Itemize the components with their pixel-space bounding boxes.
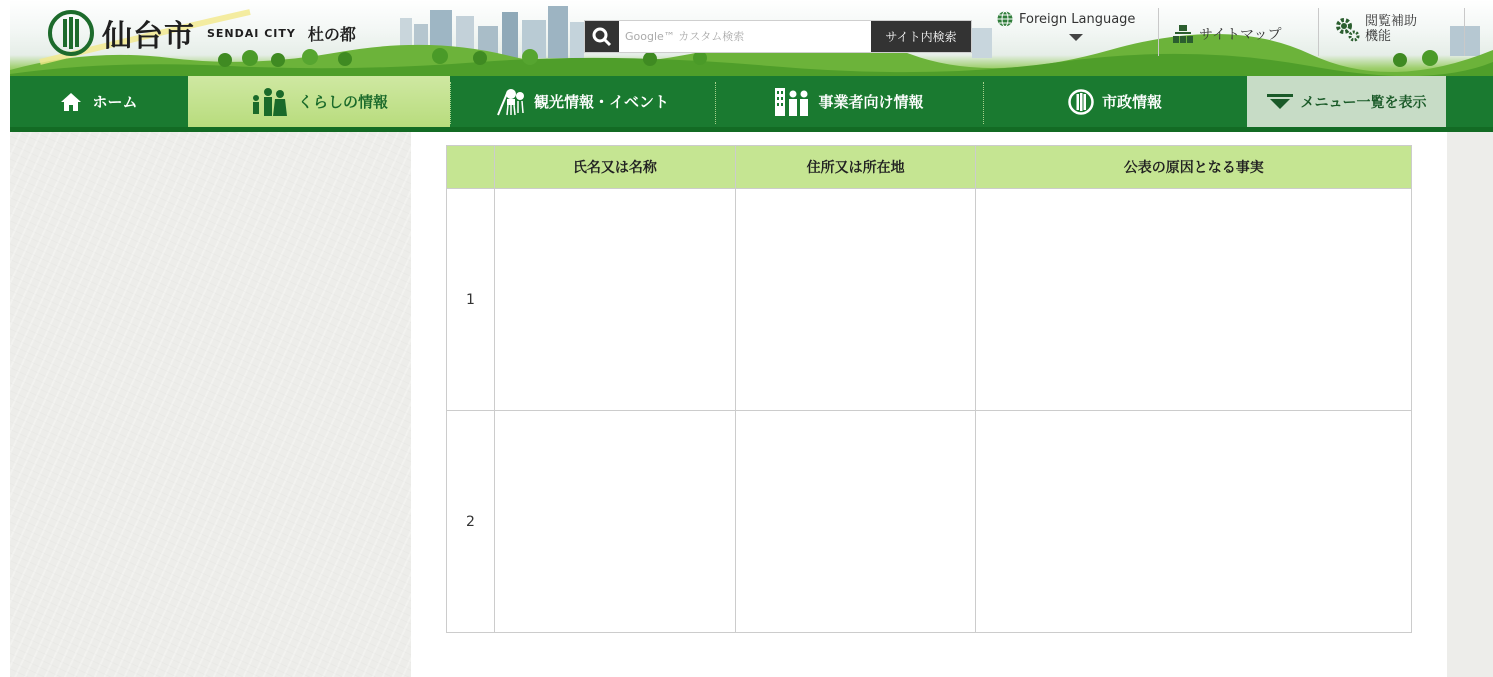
accessibility-label-line2: 機能 xyxy=(1365,29,1392,44)
chevron-down-icon xyxy=(1069,34,1083,41)
column-header-address: 住所又は所在地 xyxy=(735,146,976,189)
home-icon xyxy=(60,92,82,112)
nav-menu-label: メニュー一覧を表示 xyxy=(1300,94,1427,111)
festival-icon xyxy=(496,87,526,117)
sendai-emblem-icon xyxy=(48,10,94,56)
search-icon xyxy=(585,21,619,52)
header-divider xyxy=(1158,8,1159,56)
logo-kanji: 仙台市 xyxy=(102,19,195,54)
accessibility-tools-link[interactable] xyxy=(1334,14,1417,44)
search-input[interactable] xyxy=(619,21,871,52)
nav-kurashi-label: くらしの情報 xyxy=(297,93,388,111)
row-number: 1 xyxy=(447,189,495,411)
nav-kanko[interactable] xyxy=(450,76,715,127)
foreign-language-label: Foreign Language xyxy=(1019,11,1136,27)
cell-address xyxy=(735,189,976,411)
cell-fact xyxy=(976,189,1412,411)
disclosure-table xyxy=(446,145,1412,633)
nav-menu-list-button[interactable] xyxy=(1247,76,1446,127)
nav-jigyo-label: 事業者向け情報 xyxy=(818,93,924,111)
table-row xyxy=(447,189,1412,411)
nav-jigyo[interactable] xyxy=(715,76,983,127)
column-header-fact: 公表の原因となる事実 xyxy=(976,146,1412,189)
nav-home-label: ホーム xyxy=(92,93,138,111)
global-nav xyxy=(10,76,1493,132)
globe-icon xyxy=(996,10,1014,28)
row-number: 2 xyxy=(447,411,495,633)
gear-icon xyxy=(1334,16,1360,42)
header-divider xyxy=(1464,8,1465,56)
nav-shisei[interactable] xyxy=(983,76,1247,127)
logo-tagline: 杜の都 xyxy=(307,24,356,44)
site-header xyxy=(10,0,1493,78)
nav-shisei-label: 市政情報 xyxy=(1101,93,1162,111)
site-logo[interactable] xyxy=(48,10,356,56)
site-search xyxy=(584,20,972,53)
column-header-name: 氏名又は名称 xyxy=(494,146,735,189)
sitemap-icon xyxy=(1172,24,1194,44)
nav-kanko-label: 観光情報・イベント xyxy=(533,93,669,111)
cell-fact xyxy=(976,411,1412,633)
cell-address xyxy=(735,411,976,633)
left-sidebar-background xyxy=(10,132,411,677)
accessibility-label-line1: 閲覧補助 xyxy=(1365,14,1418,29)
column-header-number xyxy=(447,146,495,189)
menu-down-icon xyxy=(1267,94,1293,110)
nav-kurashi[interactable] xyxy=(188,76,450,127)
site-search-button[interactable]: サイト内検索 xyxy=(871,21,971,52)
cell-name xyxy=(494,411,735,633)
business-icon xyxy=(774,87,810,117)
right-margin-background xyxy=(1447,132,1493,677)
table-row xyxy=(447,411,1412,633)
table-header-row xyxy=(447,146,1412,189)
foreign-language-link[interactable] xyxy=(996,10,1135,41)
header-divider xyxy=(1318,8,1319,56)
nav-home[interactable] xyxy=(10,76,188,127)
family-icon xyxy=(250,86,290,118)
sitemap-link[interactable] xyxy=(1172,24,1281,44)
sitemap-label: サイトマップ xyxy=(1199,27,1282,43)
logo-english: SENDAI CITY xyxy=(207,26,296,40)
sendai-emblem-icon xyxy=(1068,89,1094,115)
cell-name xyxy=(494,189,735,411)
